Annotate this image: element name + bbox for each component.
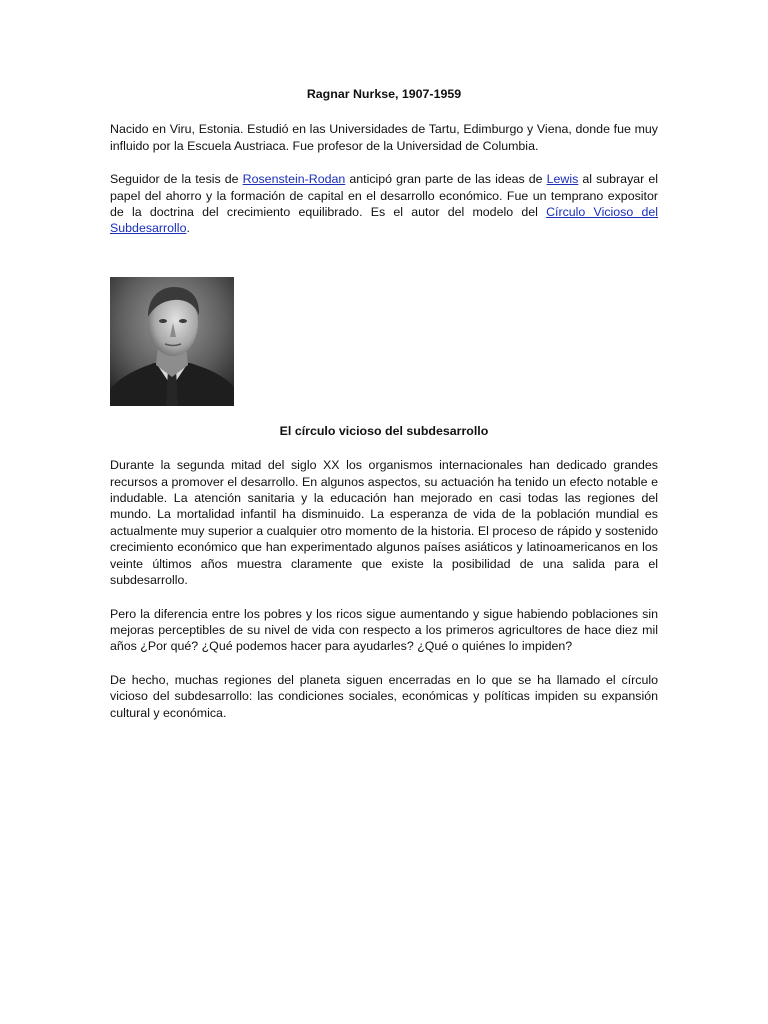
intro-paragraph: Nacido en Viru, Estonia. Estudió en las Universidades de Tartu, Edimburgo y Viena, donde fue muy influido por la Escuela Austriaca. Fue profesor de la Universidad de Columbia. [110,122,658,153]
section-paragraph-2: Pero la diferencia entre los pobres y los ricos sigue aumentando y sigue habiendo poblaciones sin mejoras perceptibles de su nivel de vida con respecto a los primeros agricultores de hace diez mil años ¿Por qué? ¿Qué podemos hacer para ayudarles? ¿Qué o quiénes lo impiden? [110,606,658,654]
section-paragraph-3: De hecho, muchas regiones del planeta siguen encerradas en lo que se ha llamado el círculo vicioso del subdesarrollo: las condiciones sociales, económicas y políticas impiden su expansión cultural y económica. [110,672,658,720]
influences-text-1: Seguidor de la tesis de [110,172,243,187]
section-paragraph-1: Durante la segunda mitad del siglo XX los organismos internacionales han dedicado grandes recursos a promover el desarrollo. En algunos aspectos, su actuación ha tenido un efecto notable e indudable. La atención sanitaria y la educación han mejorado en casi todas las regiones del mundo. La mortalidad infantil ha disminuido. La esperanza de vida de la población mundial es actualmente muy superior a cualquier otro momento de la historia. El proceso de rápido y sostenido crecimiento económico que han experimentado algunos países asiáticos y latinoamericanos en los veinte últimos años muestra claramente que existe la posibilidad de una salida para el subdesarrollo. [110,458,658,588]
influences-text-3: al subrayar el papel del ahorro y la formación de capital en el desarrollo económico. Fue un temprano expositor de la doctrina del crecimiento equilibrado. Es el autor del modelo del [110,172,658,220]
portrait-illustration [110,277,234,406]
portrait-photo [110,277,234,406]
document-page [110,86,658,738]
link-lewis[interactable]: Lewis [546,172,579,187]
section-title: El círculo vicioso del subdesarrollo [279,423,489,438]
link-rosenstein-rodan[interactable]: Rosenstein-Rodan [242,172,346,187]
influences-paragraph [110,171,658,237]
influences-text-4: . [186,221,190,236]
influences-text-2: anticipó gran parte de las ideas de [345,172,547,187]
page-title: Ragnar Nurkse, 1907-1959 [306,87,462,101]
link-circulo-vicioso[interactable]: Círculo Vicioso del Subdesarrollo [110,205,659,236]
